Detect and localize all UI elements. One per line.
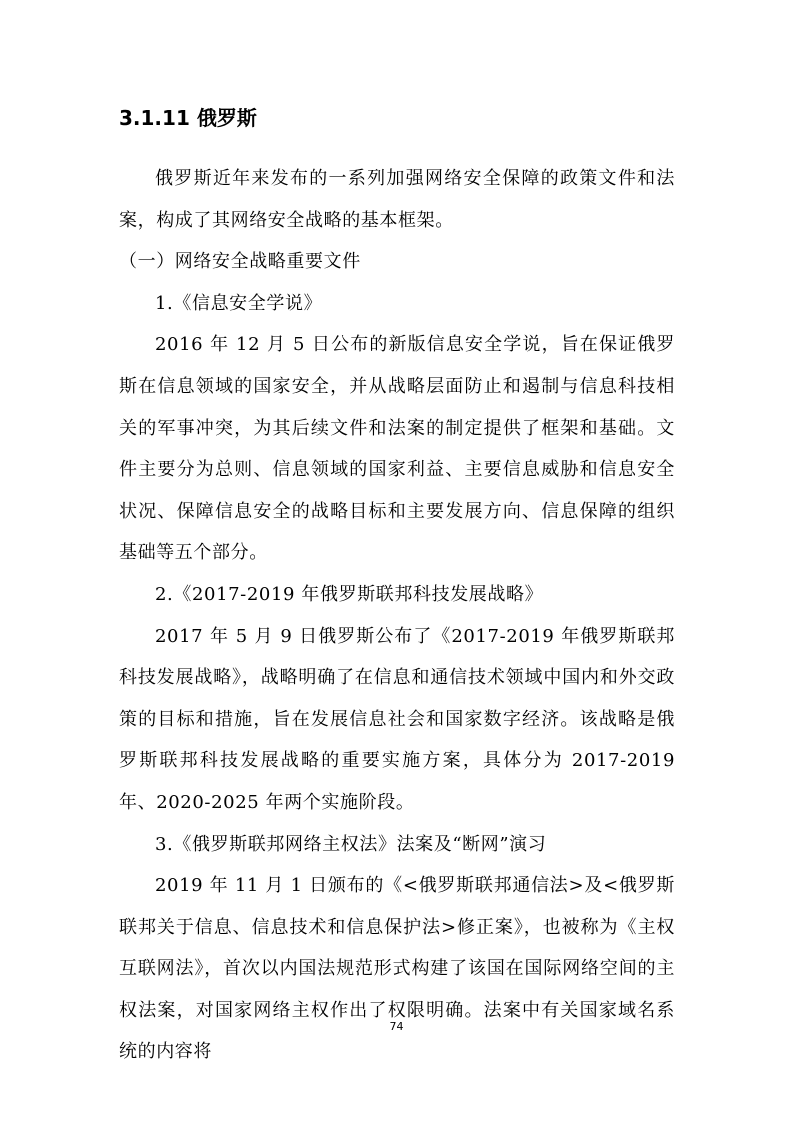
item-3-paragraph: 2019 年 11 月 1 日颁布的《<俄罗斯联邦通信法>及<俄罗斯联邦关于信息、信息技术和信息保护法>修正案》，也被称为《主权互联网法》，首次以内国法规范形式构建了该国在国际网络空间的主权法案，对国家网络主权作出了权限明确。法案中有关国家域名系统的内容将 (119, 875, 675, 1063)
item-1-paragraph: 2016 年 12 月 5 日公布的新版信息安全学说，旨在保证俄罗斯在信息领域的国家安全，并从战略层面防止和遏制与信息科技相关的军事冲突，为其后续文件和法案的制定提供了框架和基础。文件主要分为总则、信息领域的国家利益、主要信息威胁和信息安全状况、保障信息安全的战略目标和主要发展方向、信息保障的组织基础等五个部分。 (119, 334, 675, 564)
item-3-title: 3.《俄罗斯联邦网络主权法》法案及“断网”演习 (155, 833, 547, 855)
document-body (119, 158, 675, 1073)
item-1-title: 1.《信息安全学说》 (155, 292, 323, 314)
page-number: 74 (389, 1020, 404, 1033)
item-2-title: 2.《2017-2019 年俄罗斯联邦科技发展战略》 (155, 583, 544, 605)
intro-paragraph: 俄罗斯近年来发布的一系列加强网络安全保障的政策文件和法案，构成了其网络安全战略的基本框架。 (119, 168, 675, 231)
subsection-title: （一）网络安全战略重要文件 (119, 251, 361, 273)
section-heading: 3.1.11 俄罗斯 (119, 106, 257, 130)
item-2-paragraph: 2017 年 5 月 9 日俄罗斯公布了《2017-2019 年俄罗斯联邦科技发展战略》，战略明确了在信息和通信技术领域中国内和外交政策的目标和措施，旨在发展信息社会和国家数字经济。该战略是俄罗斯联邦科技发展战略的重要实施方案，具体分为 2017-2019 年、2020-2025 年两个实施阶段。 (119, 625, 675, 813)
